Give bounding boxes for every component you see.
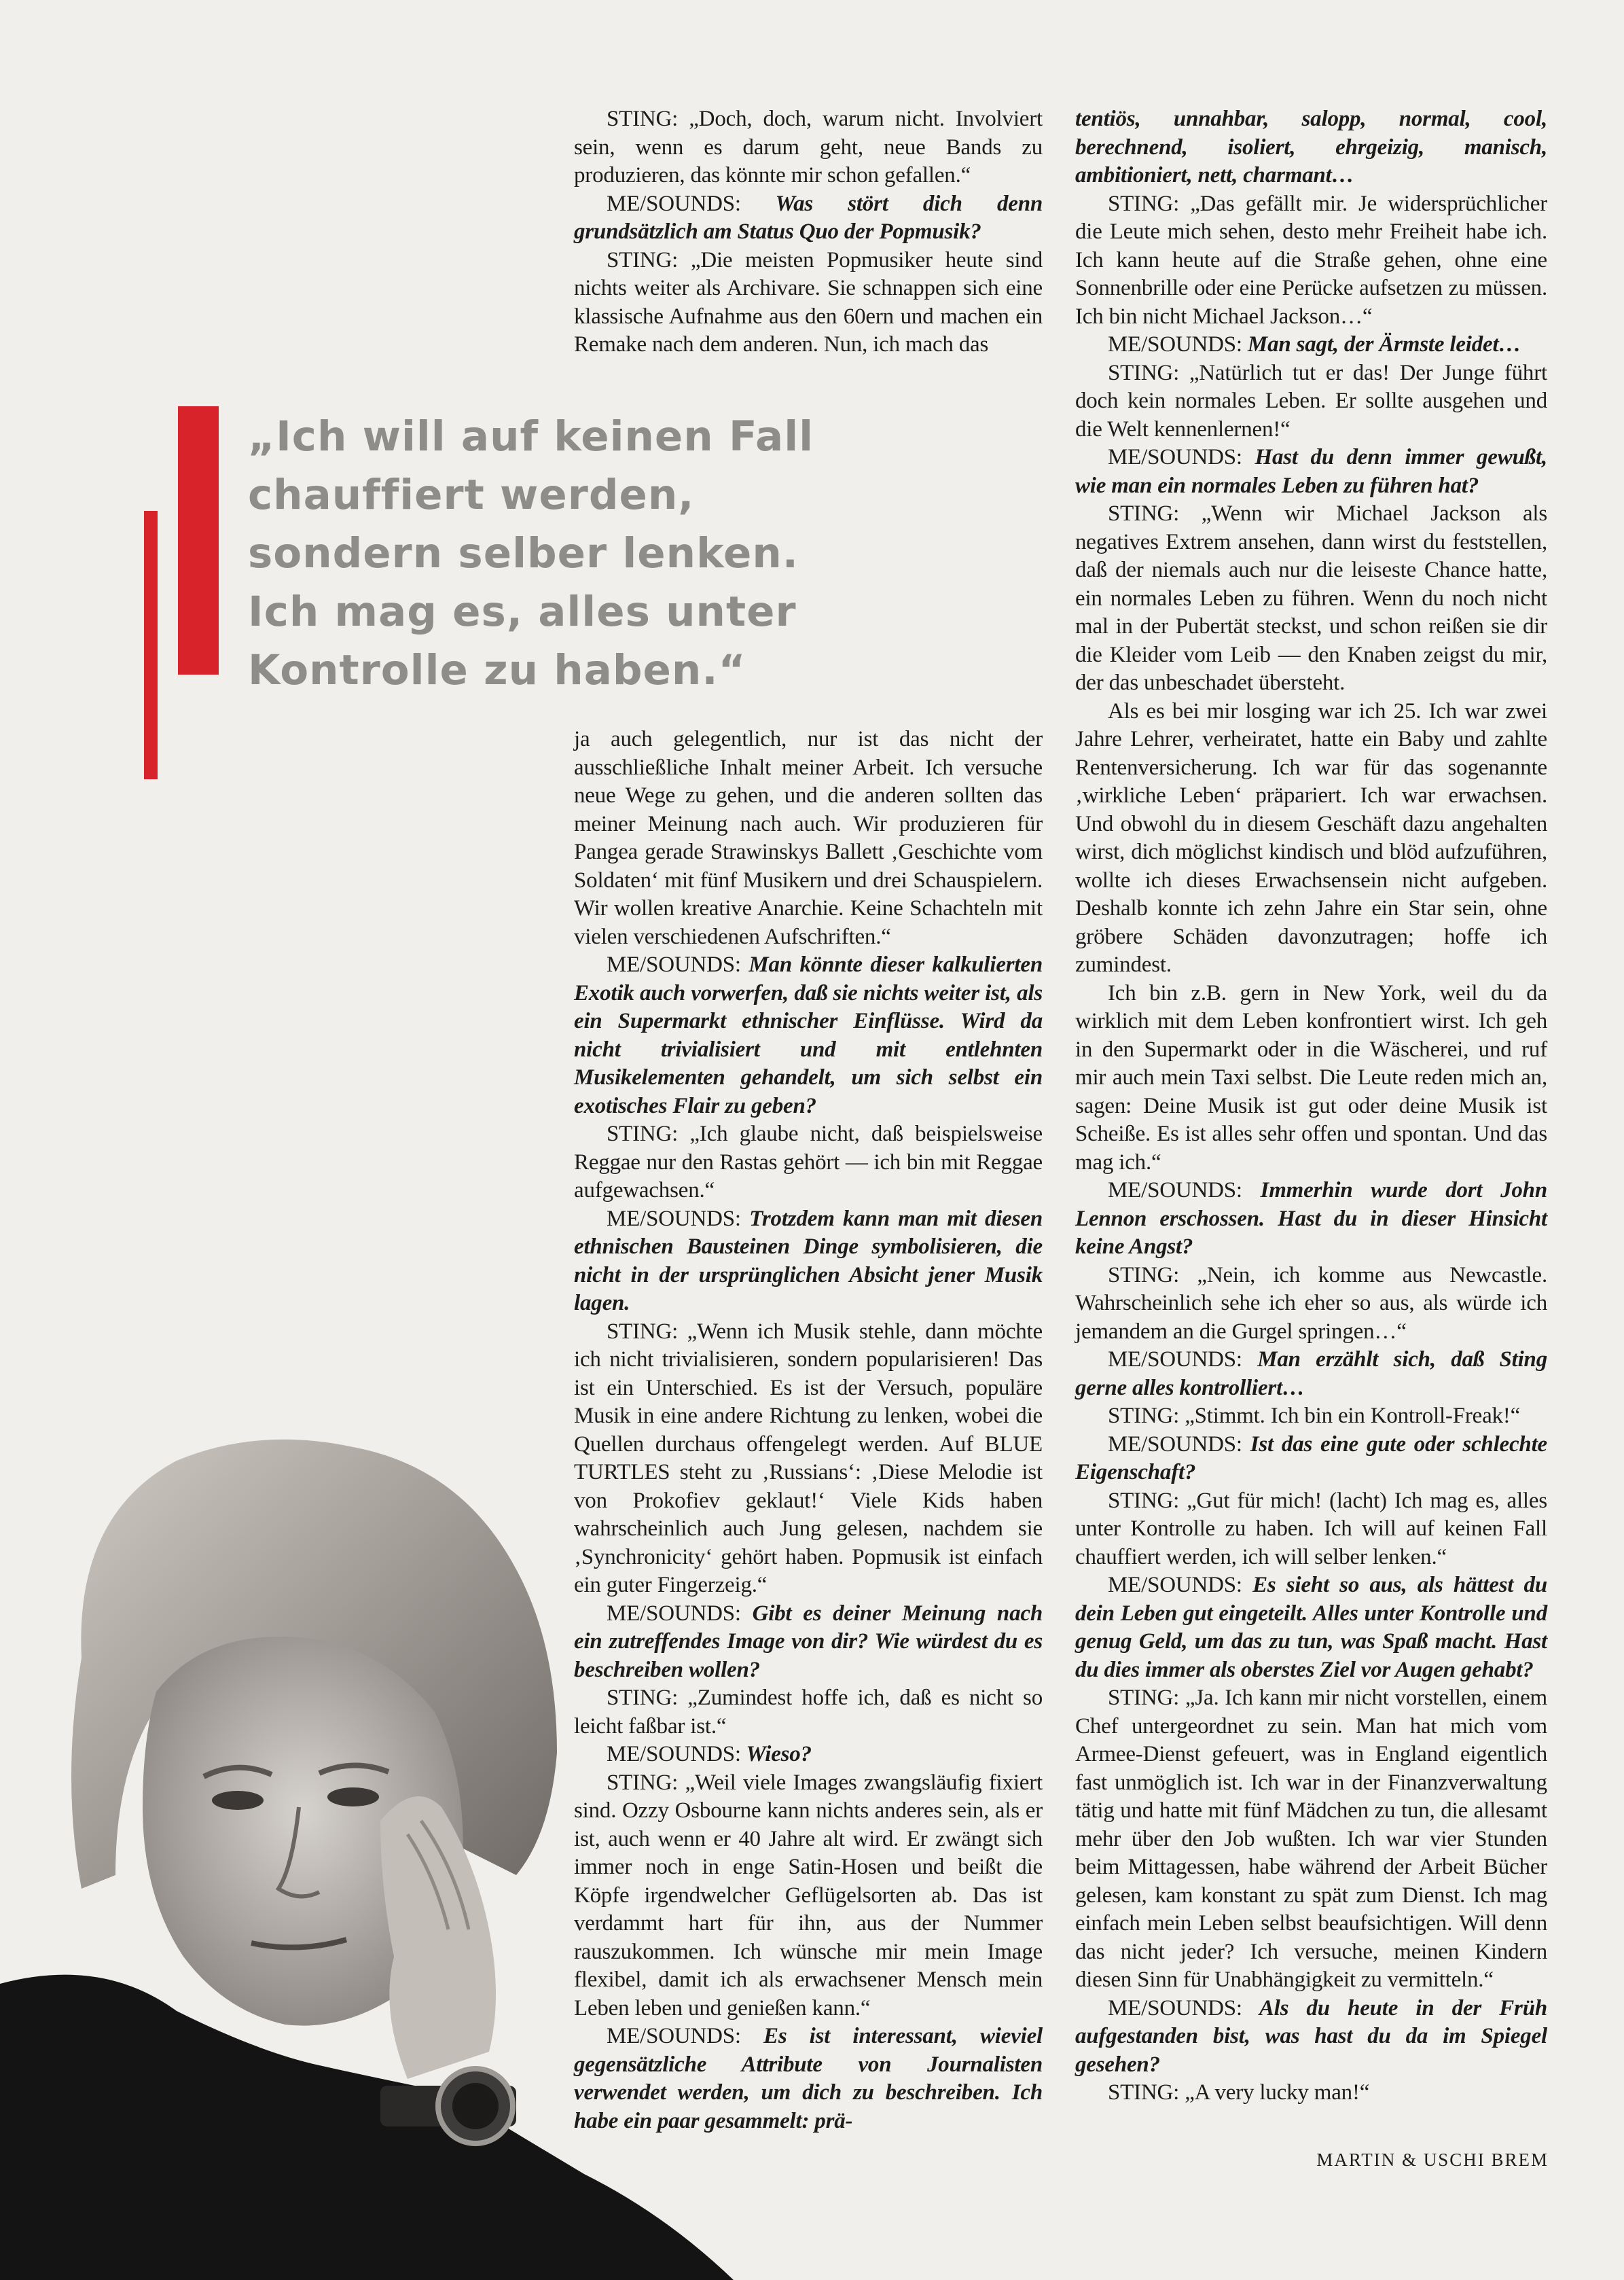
- text-column-top: [574, 105, 1043, 359]
- speaker-label: STING:: [1108, 1686, 1180, 1710]
- paragraph: [1075, 500, 1547, 698]
- question-text: Als du heute in der Früh aufgestanden bist, was hast du da im Spiegel gesehen?: [1075, 1995, 1547, 2077]
- question-text: Man könnte dieser kalkulierten Exotik auch vorwerfen, daß sie nichts weiter ist, als ein Supermarkt ethnischer Einflüsse. Wird da nicht trivialisiert und mit entlehnten Musikelementen gehandelt, um sich selbst ein exotisches Flair zu geben?: [574, 952, 1043, 1118]
- paragraph: [1075, 1684, 1547, 1995]
- question-text: Trotzdem kann man mit diesen ethnischen Bausteinen Dinge symbolisieren, die nicht in der ursprünglichen Absicht jener Musik lagen.: [574, 1206, 1043, 1315]
- pull-quote: [248, 408, 1063, 700]
- answer-text: „Weil viele Images zwangsläufig fixiert sind. Ozzy Osbourne kann nichts anderes sein, als er ist, auch wenn er 40 Jahre alt wird. Er zwängt sich immer noch in enge Satin-Hosen und beißt die Köpfe irgendwelcher Geflügelsorten ab. Das ist verdammt hart für ihn, aus der Nummer rauszukommen. Ich wünsche mir mein Image flexibel, damit ich als erwachsener Mensch mein Leben leben und genießen kann.“: [574, 1770, 1043, 2020]
- answer-text: „Ja. Ich kann mir nicht vorstellen, einem Chef untergeordnet zu sein. Man hat mich vom Armee-Dienst gefeuert, was in England eigentlich fast unmöglich ist. Ich war in der Finanzverwaltung tätig und hatte mit fünf Mädchen zu tun, die allesamt mehr über den Job wußten. Ich war vier Stunden beim Mittagessen, habe während der Arbeit Bücher gelesen, kam konstant zu spät zum Dienst. Ich mag einfach mein Leben selbst beaufsichtigen. Will denn das nicht jeder? Ich versuche, meinen Kindern diesen Sinn für Unabhängigkeit zu vermitteln.“: [1075, 1686, 1547, 1992]
- question-text: tentiös, unnahbar, salopp, normal, cool, berechnend, isoliert, ehrgeizig, manisch, ambitioniert, nett, charmant…: [1075, 107, 1547, 188]
- text-column-right: [1075, 105, 1547, 2107]
- paragraph: [1075, 444, 1547, 500]
- answer-text: „A very lucky man!“: [1179, 2080, 1370, 2105]
- speaker-label: STING:: [607, 1122, 679, 1146]
- answer-text: „Natürlich tut er das! Der Junge führt doch kein normales Leben. Er sollte ausgehen und die Welt kennenlernen!“: [1075, 360, 1547, 442]
- speaker-label: STING:: [1108, 191, 1180, 216]
- red-accent-bar-small: [144, 511, 158, 779]
- paragraph: [1075, 980, 1547, 1177]
- paragraph: [1075, 331, 1547, 359]
- speaker-label: STING:: [1108, 2080, 1180, 2105]
- speaker-label: ME/SOUNDS:: [607, 952, 741, 977]
- paragraph: [574, 190, 1043, 247]
- pull-quote-line: „Ich will auf keinen Fall: [248, 412, 814, 461]
- paragraph: [574, 951, 1043, 1120]
- paragraph: [574, 105, 1043, 190]
- bleed-through-decoration: [401, 82, 433, 230]
- paragraph: [1075, 1995, 1547, 2080]
- paragraph: [1075, 1571, 1547, 1684]
- paragraph: [1075, 1346, 1547, 1402]
- question-text: Man erzählt sich, daß Sting gerne alles kontrolliert…: [1075, 1347, 1547, 1400]
- speaker-label: STING:: [1108, 360, 1180, 385]
- pull-quote-line: sondern selber lenken.: [248, 529, 799, 577]
- paragraph: [1075, 1402, 1547, 1431]
- answer-text: „Wenn ich Musik stehle, dann möchte ich nicht trivialisieren, sondern popularisieren! Das ist ein Unterschied. Es ist der Versuch, populäre Musik in eine andere Richtung zu lenken, wobei die Quellen durchaus offengelegt werden. Auf BLUE TURTLES steht zu ‚Russians‘: ‚Diese Melodie ist von Prokofiev geklaut!‘ Viele Kids haben wahrscheinlich auch Jung gelesen, nachdem sie ‚Synchronicity‘ gehört haben. Popmusik ist einfach ein guter Fingerzeig.“: [574, 1319, 1043, 1597]
- speaker-label: STING:: [1108, 501, 1180, 526]
- answer-text: „Doch, doch, warum nicht. Involviert sein, wenn es darum geht, neue Bands zu produzieren, das könnte mir schon gefallen.“: [574, 107, 1043, 188]
- speaker-label: STING:: [1108, 1488, 1180, 1513]
- paragraph: [1075, 105, 1547, 190]
- paragraph: [1075, 1487, 1547, 1572]
- question-text: Wieso?: [740, 1742, 812, 1766]
- question-text: Was stört dich denn grundsätzlich am Status Quo der Popmusik?: [574, 191, 1043, 244]
- speaker-label: STING:: [607, 1319, 679, 1344]
- question-text: Gibt es deiner Meinung nach ein zutreffendes Image von dir? Wie würdest du es beschreiben wollen?: [574, 1601, 1043, 1682]
- question-text: Ist das eine gute oder schlechte Eigenschaft?: [1075, 1431, 1547, 1484]
- answer-text: ja auch gelegentlich, nur ist das nicht der ausschließliche Inhalt meiner Arbeit. Ich versuche neue Wege zu gehen, und die anderen sollten das meiner Meinung nach auch. Wir produzieren für Pangea gerade Strawinskys Ballett ‚Geschichte vom Soldaten‘ mit fünf Musikern und drei Schauspielern. Wir wollen kreative Anarchie. Keine Schachteln mit vielen verschiedenen Aufschriften.“: [574, 727, 1043, 949]
- answer-text: „Das gefällt mir. Je widersprüchlicher die Leute mich sehen, desto mehr Freiheit habe ich. Ich kann heute auf die Straße gehen, ohne eine Sonnenbrille oder eine Perücke aufsetzen zu müssen. Ich bin nicht Michael Jackson…“: [1075, 191, 1547, 329]
- speaker-label: ME/SOUNDS:: [1108, 1431, 1242, 1457]
- paragraph: [574, 1120, 1043, 1205]
- answer-text: „Zumindest hoffe ich, daß es nicht so leicht faßbar ist.“: [574, 1686, 1043, 1739]
- speaker-label: STING:: [1108, 1262, 1180, 1287]
- answer-text: Ich bin z.B. gern in New York, weil du da wirklich mit dem Leben konfrontiert wirst. Ich geh in den Supermarkt oder in die Wäscherei, und ruf mir auch mein Taxi selbst. Die Leute reden mich an, sagen: Deine Musik ist gut oder deine Musik ist Scheiße. Es ist alles sehr offen und spontan. Und das mag ich.“: [1075, 980, 1547, 1175]
- speaker-label: STING:: [607, 1770, 679, 1795]
- paragraph: [1075, 698, 1547, 980]
- pull-quote-line: Kontrolle zu haben.“: [248, 646, 746, 694]
- speaker-label: ME/SOUNDS:: [1108, 1178, 1242, 1203]
- speaker-label: STING:: [607, 107, 679, 131]
- paragraph: [1075, 190, 1547, 332]
- speaker-label: STING:: [1108, 1404, 1180, 1428]
- answer-text: „Nein, ich komme aus Newcastle. Wahrscheinlich sehe ich eher so aus, als würde ich jemandem an die Gurgel springen…“: [1075, 1262, 1547, 1344]
- paragraph: [1075, 1262, 1547, 1347]
- speaker-label: ME/SOUNDS:: [1108, 332, 1242, 357]
- paragraph: [574, 1205, 1043, 1318]
- paragraph: [1075, 1431, 1547, 1487]
- red-accent-bar-large: [178, 406, 219, 675]
- paragraph: [574, 726, 1043, 951]
- pull-quote-line: chauffiert werden,: [248, 471, 695, 519]
- question-text: Es sieht so aus, als hättest du dein Leben gut eingeteilt. Alles unter Kontrolle und genug Geld, um das zu tun, was Spaß macht. Hast du dies immer als oberstes Ziel vor Augen gehabt?: [1075, 1573, 1547, 1682]
- paragraph: [574, 247, 1043, 359]
- answer-text: „Wenn wir Michael Jackson als negatives Extrem ansehen, dann wirst du feststellen, daß der niemals auch nur die leiseste Chance hatte, ein normales Leben zu führen. Wenn du noch nicht mal in der Pubertät steckst, und schon reißen sie dir die Kleider vom Leib — den Knaben zeigst du mir, der das unbeschadet übersteht.: [1075, 501, 1547, 695]
- speaker-label: ME/SOUNDS:: [1108, 1995, 1242, 2020]
- speaker-label: STING:: [607, 1686, 679, 1710]
- speaker-label: ME/SOUNDS:: [607, 1601, 741, 1626]
- speaker-label: ME/SOUNDS:: [607, 1206, 741, 1231]
- question-text: Man sagt, der Ärmste leidet…: [1242, 332, 1521, 357]
- answer-text: „Stimmt. Ich bin ein Kontroll-Freak!“: [1179, 1404, 1521, 1428]
- answer-text: Als es bei mir losging war ich 25. Ich war zwei Jahre Lehrer, verheiratet, hatte ein Baby und zahlte Rentenversicherung. Ich war für das sogenannte ‚wirkliche Leben‘ präpariert. Ich war erwachsen. Und obwohl du in diesem Geschäft dazu angehalten wirst, dich möglichst kindisch und blöd aufzuführen, wollte ich dieses Erwachsensein nicht aufgeben. Deshalb konnte ich zehn Jahre ein Star sein, ohne gröbere Schäden davonzutragen; hoffe ich zumindest.: [1075, 698, 1547, 977]
- answer-text: „Die meisten Popmusiker heute sind nichts weiter als Archivare. Sie schnappen sich eine klassische Aufnahme aus den 60ern und machen ein Remake nach dem anderen. Nun, ich mach das: [574, 247, 1043, 357]
- speaker-label: ME/SOUNDS:: [607, 2024, 741, 2048]
- speaker-label: ME/SOUNDS:: [1108, 1347, 1242, 1372]
- answer-text: „Ich glaube nicht, daß beispielsweise Reggae nur den Rastas gehört — ich bin mit Reggae aufgewachsen.“: [574, 1122, 1043, 1203]
- speaker-label: ME/SOUNDS:: [607, 191, 741, 216]
- answer-text: „Gut für mich! (lacht) Ich mag es, alles unter Kontrolle zu haben. Ich will auf keinen Fall chauffiert werden, ich will selber lenken.“: [1075, 1488, 1547, 1569]
- speaker-label: ME/SOUNDS:: [607, 1742, 741, 1766]
- paragraph: [1075, 1177, 1547, 1262]
- speaker-label: ME/SOUNDS:: [1108, 445, 1242, 469]
- question-text: Es ist interessant, wieviel gegensätzliche Attribute von Journalisten verwendet werden, um dich zu beschreiben. Ich habe ein paar gesammelt: prä-: [574, 2024, 1043, 2133]
- speaker-label: ME/SOUNDS:: [1108, 1573, 1242, 1597]
- speaker-label: STING:: [607, 247, 679, 272]
- author-credit: MARTIN & USCHI BREM: [1316, 2150, 1549, 2170]
- paragraph: [1075, 2079, 1547, 2107]
- paragraph: [1075, 359, 1547, 444]
- question-text: Immerhin wurde dort John Lennon erschossen. Hast du in dieser Hinsicht keine Angst?: [1075, 1178, 1547, 1259]
- portrait-photo: [0, 1400, 835, 2280]
- question-text: Hast du denn immer gewußt, wie man ein normales Leben zu führen hat?: [1075, 445, 1547, 498]
- pull-quote-line: Ich mag es, alles unter: [248, 588, 797, 636]
